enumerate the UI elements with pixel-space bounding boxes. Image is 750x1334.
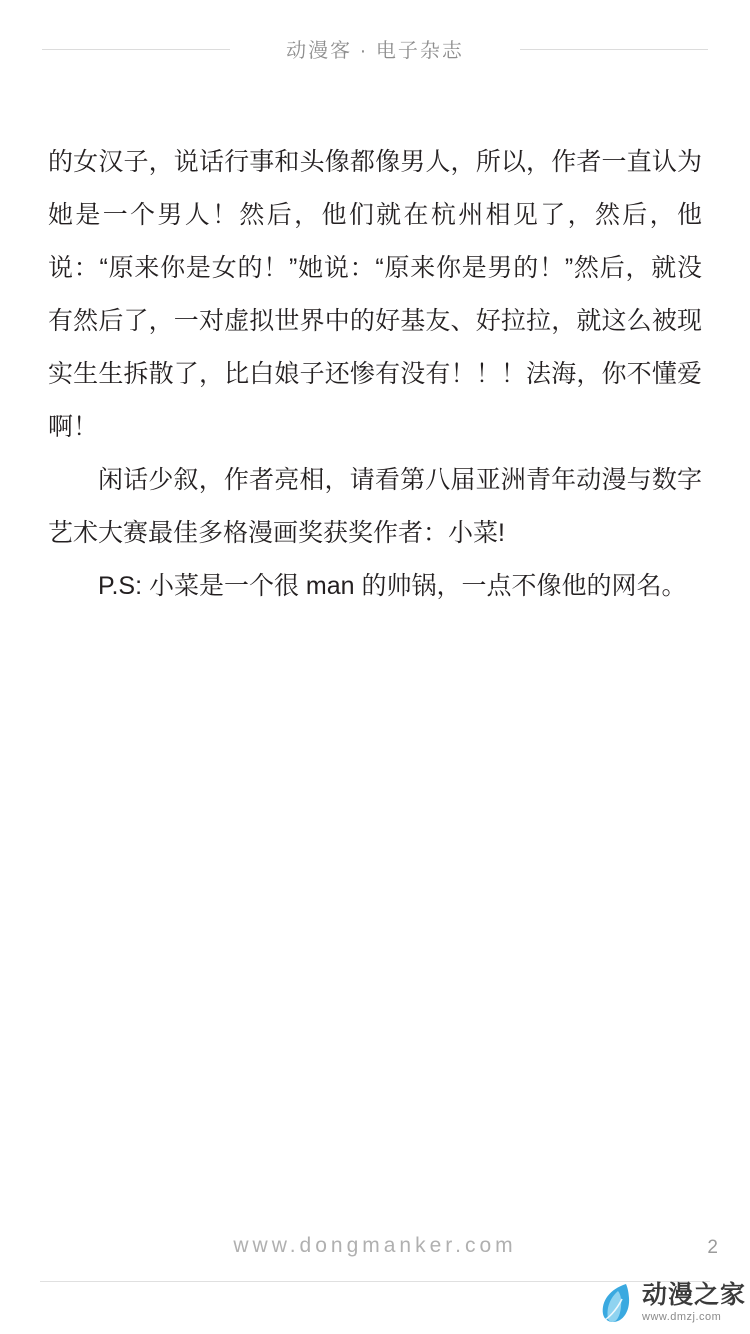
page-footer (0, 1224, 750, 1334)
page-header-title: 动漫客 · 电子杂志 (286, 40, 464, 62)
paragraph: 闲话少叙，作者亮相，请看第八届亚洲青年动漫与数字艺术大赛最佳多格漫画奖获奖作者：小菜! (48, 466, 702, 547)
brand-logo-text (642, 1283, 746, 1323)
paragraph: 的女汉子，说话行事和头像都像男人，所以，作者一直认为她是一个男人！然后，他们就在杭州相见了，然后，他说：“原来你是女的！”她说：“原来你是男的！”然后，就没有然后了，一对虚拟世界中的好基友、好拉拉，就这么被现实生生拆散了，比白娘子还惨有没有！！！法海，你不懂爱啊！ (48, 148, 702, 441)
brand-name-en: www.dmzj.com (642, 1311, 722, 1323)
paragraph: P.S: 小菜是一个很 man 的帅锅，一点不像他的网名。 (98, 572, 687, 600)
brand-name-cn: 动漫之家 (642, 1281, 747, 1309)
footer-site-url[interactable]: www.dongmanker.com (233, 1234, 517, 1257)
feather-logo-icon (596, 1281, 636, 1325)
page-header (0, 0, 750, 96)
brand-logo[interactable] (590, 1272, 750, 1334)
article-body (0, 96, 750, 1224)
header-rule-right (520, 49, 708, 50)
page-number: 2 (707, 1237, 718, 1258)
